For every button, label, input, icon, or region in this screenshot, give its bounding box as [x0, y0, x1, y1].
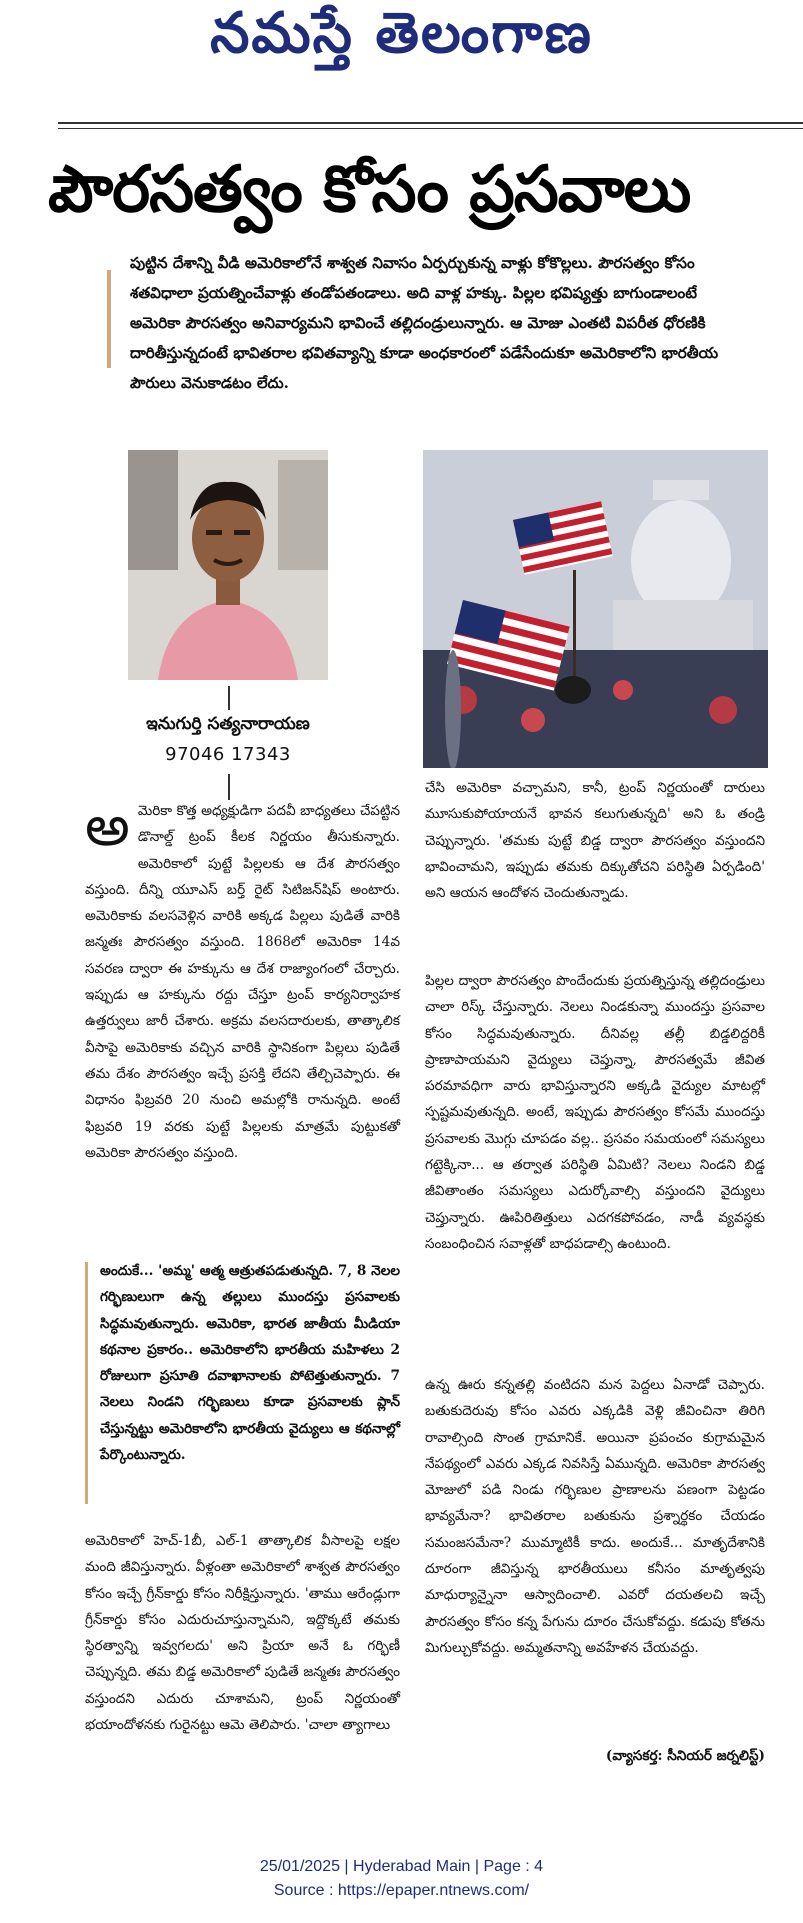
footer-source: Source : https://epaper.ntnews.com/ [273, 1882, 530, 1899]
body-column-right-1: చేసి అమెరికా వచ్చామని, కానీ, ట్రంప్ నిర్ణయంతో దారులు మూసుకుపోయాయనే భావన కలుగుతున్నది' అని ఓ తండ్రి చెప్పున్నారు. 'తమకు పుట్టే బిడ్డ ద్వారా పౌరసత్వం వస్తుందని భావించామని, ఇప్పుడు తమకు దిక్కుతోచని పరిస్థితి ఏర్పడింది' అని ఆయన ఆందోళన చెందుతున్నాడు. [425, 780, 765, 902]
intro-paragraph: పుట్టిన దేశాన్ని వీడి అమెరికాలోనే శాశ్వత నివాసం ఏర్పర్చుకున్న వాళ్లు కోకొల్లలు. పౌరసత్వం కోసం శతవిధాలా ప్రయత్నించేవాళ్లు తండోపతండాలు. అది వాళ్ల హక్కు. పిల్లల భవిష్యత్తు బాగుండాలంటే అమెరికా పౌరసత్వం అనివార్యమని భావించే తల్లిదండ్రులున్నారు. ఆ మోజు ఎంతటి విపరీత ధోరణికి దారితీస్తున్నదంటే భావితరాల భవితవ్యాన్ని కూడా అంధకారంలో పడేసేందుకూ అమెరికాలోని భారతీయ పౌరులు వెనుకాడటం లేదు. [130, 254, 719, 392]
flag-photo [423, 450, 768, 768]
author-phone: 97046 17343 [165, 744, 291, 765]
author-signoff: (వ్యాసకర్త: సీనియర్ జర్నలిస్ట్) [605, 1748, 765, 1764]
body-column-left-1 [85, 794, 400, 1238]
body-column-right-2: పిల్లల ద్వారా పౌరసత్వం పొందేందుకు ప్రయత్నిస్తున్న తల్లిదండ్రులు చాలా రిస్క్ చేస్తున్నారు. నెలలు నిండకున్నా ముందస్తు ప్రసవాల కోసం సిద్ధమవుతున్నారు. దీనివల్ల తల్లీ బిడ్డలిద్దరికీ ప్రాణాపాయమని వైద్యులు చెప్తున్నా, పౌరసత్వమే జీవిత పరమావధిగా వారు భావిస్తున్నారని అక్కడి వైద్యుల మాటల్లో స్పష్టమవుతున్నది. అంటే, ఇప్పుడు పౌరసత్వం కోసమే ముందస్తు ప్రసవాలకు మొగ్గు చూపడం వల్ల.. ప్రసవం సమయంలో సమస్యలు గట్టెక్కినా... ఆ తర్వాత పరిస్థితి ఏమిటి? నెలలు నిండని బిడ్డ జీవితాంతం సమస్యలు ఎదుర్కోవాల్సి వస్తుందని వైద్యులు చెప్తున్నారు. ఊపిరితిత్తులు ఎదగకపోవడం, నాడీ వ్యవస్థకు సంబంధించిన సవాళ్లతో బాధపడాల్సి ఉంటుంది. [425, 973, 765, 1252]
body-highlight-paragraph: అందుకే... 'అమ్మ' ఆత్మ ఆత్రుతపడుతున్నది. 7, 8 నెలల గర్భిణులుగా ఉన్న తల్లులు ముందస్తు ప్రసవాలకు సిద్ధమవుతున్నారు. అమెరికా, భారత జాతీయ మీడియా కథనాల ప్రకారం.. అమెరికాలోని భారతీయ మహిళలు 2 రోజులుగా ప్రసూతి దవాఖానాలకు పోటెత్తుతున్నారు. 7 నెలలు నిండని గర్భిణులు కూడా ప్రసవాలకు ప్లాన్ చేస్తున్నట్టు అమెరికాలోని భారతీయ వైద్యులు ఆ కథనాల్లో పేర్కొంటున్నారు. [100, 1263, 400, 1464]
quote-accent-bar [85, 1262, 88, 1504]
body-paragraph: మెరికా కొత్త అధ్యక్షుడిగా పదవీ బాధ్యతలు చేపట్టిన డొనాల్డ్ ట్రంప్ కీలక నిర్ణయం తీసుకున్నారు. అమెరికాలో పుట్టే పిల్లలకు ఆ దేశ పౌరసత్వం వస్తుంది. దీన్ని యూఎస్ బర్త్ రైట్ సిటిజన్‌షిప్ అంటారు. అమెరికాకు వలసవెళ్లిన వారికి అక్కడ పిల్లలు పుడితే వారికి జన్మతః పౌరసత్వం వస్తుంది. 1868లో అమెరికా 14వ సవరణ ద్వారా ఈ హక్కును ఆ దేశ రాజ్యాంగంలో చేర్చారు. ఇప్పుడు ఆ హక్కును రద్దు చేస్తూ ట్రంప్ కార్యనిర్వాహక ఉత్తర్వులు జారీ చేశారు. అక్రమ వలసదారులకు, తాత్కాలిక వీసాపై అమెరికాకు వచ్చిన వారికి స్థానికంగా పిల్లలు పుడితే తమ దేశం పౌరసత్వం ఇచ్చే ప్రసక్తి లేదని తేల్చిచెప్పారు. ఈ విధానం ఫిబ్రవరి 20 నుంచి అమల్లోకి రానున్నది. అంటే ఫిబ్రవరి 19 వరకు పుట్టే పిల్లలకు మాత్రమే పుట్టుకతో అమెరికా పౌరసత్వం వస్తుంది. [85, 803, 400, 1161]
masthead: నమస్తే తెలంగాణ [210, 0, 593, 66]
intro-accent-bar [107, 270, 111, 368]
author-name: ఇనుగుర్తి సత్యనారాయణ [146, 714, 310, 734]
masthead-rule [58, 122, 803, 124]
headline: పౌరసత్వం కోసం ప్రసవాలు [48, 152, 691, 227]
body-column-right-3: ఉన్న ఊరు కన్నతల్లి వంటిదని మన పెద్దలు ఏనాడో చెప్పారు. బతుకుదెరువు కోసం ఎవరు ఎక్కడికి వెళ్లి జీవించినా తిరిగి రావాల్సింది సొంత గ్రామానికే. అయినా ప్రపంచం కుగ్రామమైన నేపథ్యంలో ఎవరు ఎక్కడ నివసిస్తే ఏమున్నది. అమెరికా పౌరసత్వ మోజులో పడి నిండు గర్భిణుల ప్రాణాలను పణంగా పెట్టడం భావ్యమేనా? భావితరాల బతుకును ప్రశ్నార్థకం చేయడం సమంజసమేనా? ముమ్మాటికీ కాదు. అందుకే... మాతృదేశానికి దూరంగా జీవిస్తున్న భారతీయులు కనీసం మాతృత్వపు మాధుర్యాన్నైనా ఆస్వాదించాలి. ఎవరో దయతలచి ఇచ్చే పౌరసత్వం కోసం కన్న పేగును దూరం చేసుకోవద్దు. కడుపు కోతను మిగుల్చుకోవద్దు. అమ్మతనాన్ని అవహేళన చేయవద్దు. [425, 1377, 765, 1656]
masthead-rule-thin [58, 128, 803, 129]
us-capitol-flags-photo-icon [423, 450, 768, 768]
portrait-photo-icon [128, 450, 328, 680]
footer-date-edition: 25/01/2025 | Hyderabad Main | Page : 4 [259, 1858, 544, 1875]
body-column-left-3: అమెరికాలో హెచ్-1బీ, ఎల్-1 తాత్కాలిక వీసాలపై లక్షల మంది జీవిస్తున్నారు. వీళ్లంతా అమెరికాలో శాశ్వత పౌరసత్వం కోసం ఇచ్చే గ్రీన్‌కార్డు కోసం నిరీక్షిస్తున్నారు. 'తాము ఆరేండ్లుగా గ్రీన్‌కార్డు కోసం ఎదురుచూస్తున్నామని, ఇద్దొక్కటే తమకు స్థిరత్వాన్ని ఇవ్వగలదు' అని ప్రియా అనే ఓ గర్భిణీ చెప్పున్నది. తమ బిడ్డ అమెరికాలో పుడితే జన్మతః పౌరసత్వం వస్తుందని ఎదురు చూశామని, ట్రంప్ నిర్ణయంతో భయాందోళనకు గురైనట్టు ఆమె తెలిపారు. 'చాలా త్యాగాలు [85, 1533, 400, 1734]
byline-divider-top [228, 686, 230, 710]
drop-cap: అ [85, 794, 130, 859]
author-photo [128, 450, 328, 680]
byline-divider-bottom [228, 774, 230, 800]
